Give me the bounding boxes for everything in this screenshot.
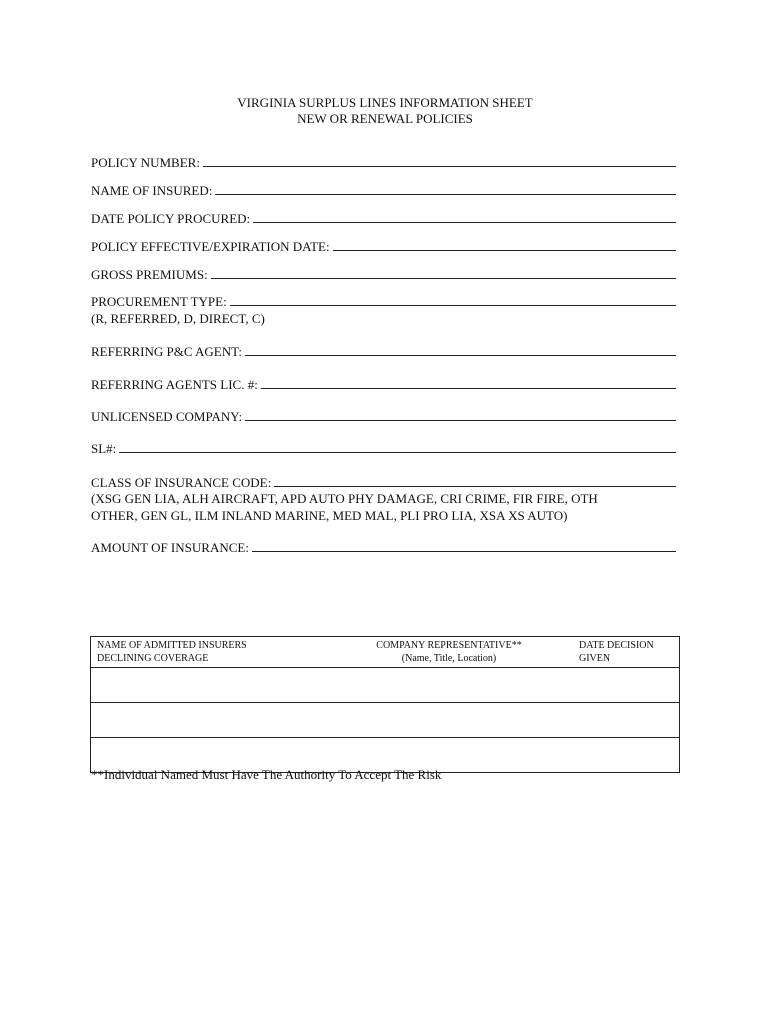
sl-number-label: SL#: [91, 441, 117, 456]
table-cell[interactable] [91, 703, 334, 738]
class-of-insurance-code-field[interactable] [91, 475, 681, 491]
table-row [91, 668, 680, 703]
amount-of-insurance-line[interactable] [252, 540, 676, 552]
table-row [91, 703, 680, 738]
insurers-header-line1: NAME OF ADMITTED INSURERS [97, 640, 247, 651]
table-cell[interactable] [565, 738, 680, 773]
referring-agent-line[interactable] [245, 344, 676, 356]
name-of-insured-line[interactable] [215, 183, 676, 195]
table-cell[interactable] [565, 668, 680, 703]
referring-agents-lic-field[interactable] [91, 377, 681, 393]
unlicensed-company-label: UNLICENSED COMPANY: [91, 409, 243, 424]
unlicensed-company-line[interactable] [245, 409, 676, 421]
date-decision-column-header [565, 637, 680, 668]
form-title: VIRGINIA SURPLUS LINES INFORMATION SHEET [237, 95, 533, 110]
referring-agent-label: REFERRING P&C AGENT: [91, 344, 243, 359]
effective-expiration-date-line[interactable] [333, 239, 676, 251]
table-cell[interactable] [333, 703, 565, 738]
sl-number-line[interactable] [119, 441, 676, 453]
date-policy-procured-field[interactable] [91, 211, 681, 227]
date-policy-procured-label: DATE POLICY PROCURED: [91, 211, 251, 226]
authority-footnote: **Individual Named Must Have The Authority To Accept The Risk [91, 767, 442, 782]
gross-premiums-label: GROSS PREMIUMS: [91, 267, 208, 282]
sl-number-field[interactable] [91, 441, 681, 457]
insurers-header-line2: DECLINING COVERAGE [97, 653, 209, 664]
gross-premiums-line[interactable] [211, 267, 676, 279]
table-cell[interactable] [91, 668, 334, 703]
amount-of-insurance-label: AMOUNT OF INSURANCE: [91, 540, 249, 555]
referring-agents-lic-label: REFERRING AGENTS LIC. #: [91, 377, 258, 392]
representative-column-header [333, 637, 565, 668]
name-of-insured-field[interactable] [91, 183, 681, 199]
procurement-type-label: PROCUREMENT TYPE: [91, 294, 227, 309]
referring-agent-field[interactable] [91, 344, 681, 360]
amount-of-insurance-field[interactable] [91, 540, 681, 556]
table-cell[interactable] [333, 668, 565, 703]
gross-premiums-field[interactable] [91, 267, 681, 283]
name-of-insured-label: NAME OF INSURED: [91, 183, 213, 198]
representative-header-line2: (Name, Title, Location) [401, 653, 497, 664]
class-of-insurance-code-line[interactable] [274, 475, 676, 487]
procurement-type-note: (R, REFERRED, D, DIRECT, C) [91, 311, 265, 326]
date-decision-header-line2: GIVEN [579, 653, 611, 664]
effective-expiration-date-field[interactable] [91, 239, 681, 255]
referring-agents-lic-line[interactable] [261, 377, 676, 389]
class-code-note-line1: (XSG GEN LIA, ALH AIRCRAFT, APD AUTO PHY DAMAGE, CRI CRIME, FIR FIRE, OTH [91, 491, 598, 506]
table-cell[interactable] [565, 703, 680, 738]
policy-number-label: POLICY NUMBER: [91, 155, 200, 170]
date-policy-procured-line[interactable] [253, 211, 676, 223]
procurement-type-field[interactable] [91, 294, 681, 310]
policy-number-field[interactable] [91, 155, 681, 171]
class-code-note-line2: OTHER, GEN GL, ILM INLAND MARINE, MED MAL, PLI PRO LIA, XSA XS AUTO) [91, 508, 568, 523]
policy-number-line[interactable] [203, 155, 676, 167]
insurers-column-header [91, 637, 334, 668]
procurement-type-line[interactable] [230, 294, 676, 306]
declining-insurers-table [90, 636, 680, 773]
unlicensed-company-field[interactable] [91, 409, 681, 425]
representative-header-line1: COMPANY REPRESENTATIVE** [376, 640, 522, 651]
table-header-row [91, 637, 680, 668]
form-subtitle: NEW OR RENEWAL POLICIES [297, 111, 473, 126]
date-decision-header-line1: DATE DECISION [579, 640, 654, 651]
class-of-insurance-code-label: CLASS OF INSURANCE CODE: [91, 475, 272, 490]
effective-expiration-date-label: POLICY EFFECTIVE/EXPIRATION DATE: [91, 239, 330, 254]
